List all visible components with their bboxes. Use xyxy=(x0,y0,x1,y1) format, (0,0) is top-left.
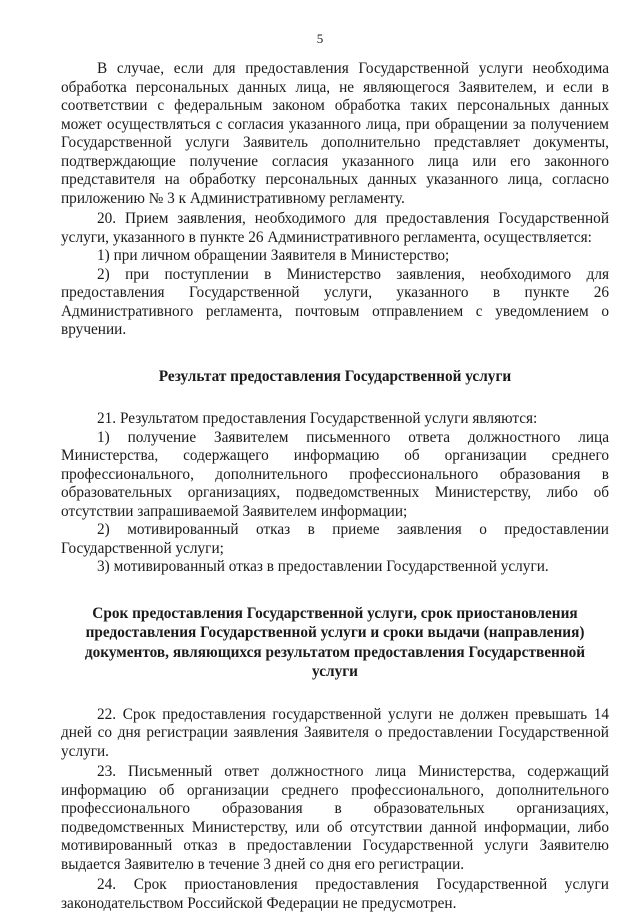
list-item-21-1: 1) получение Заявителем письменного ответа должностного лица Министерства, содержащего информацию об организации среднего профессионального, дополнительного профессионального образования в образовательных организациях, подведомственных Министерству, либо об отсутствии запрашиваемой Заявителем информации; xyxy=(61,428,609,520)
document-body xyxy=(61,60,609,913)
section-heading-result: Результат предоставления Государственной услуги xyxy=(158,367,512,385)
page-number: 5 xyxy=(316,31,324,46)
list-item-21-2: 2) мотивированный отказ в приеме заявления о предоставлении Государственной услуги; xyxy=(61,521,609,557)
paragraph-22: 22. Срок предоставления государственной услуги не должен превышать 14 дней со дня регистрации заявления Заявителя о предоставлении Государственной услуги. xyxy=(61,705,609,760)
list-item-21-3: 3) мотивированный отказ в предоставлении Государственной услуги. xyxy=(97,558,549,575)
paragraph-24: 24. Срок приостановления предоставления Государственной услуги законодательством Российской Федерации не предусмотрен. xyxy=(61,876,609,912)
paragraph-23: 23. Письменный ответ должностного лица Министерства, содержащий информацию об организации среднего профессионального, дополнительного профессионального образования в образовательных организациях, подведомственных Министерству, или об отсутствии данной информации, либо мотивированный отказ в предоставлении Государственной услуги Заявителю выдается Заявителю в течение 3 дней со дня его регистрации. xyxy=(61,763,609,873)
paragraph-personal-data: В случае, если для предоставления Государственной услуги необходима обработка персональных данных лица, не являющегося Заявителем, и если в соответствии с федеральным законом обработка таких персональных данных может осуществляться с согласия указанного лица, при обращении за получением Государственной услуги Заявитель дополнительно представляет документы, подтверждающие получение согласия указанного лица или его законного представителя на обработку персональных данных указанного лица, согласно приложению № 3 к Административному регламенту. xyxy=(61,60,609,207)
section-heading-term: Срок предоставления Государственной услуги, срок приостановления предоставления Государственной услуги и сроки выдачи (направления) документов, являющихся результатом предоставления Государственной услуги xyxy=(84,604,586,680)
list-item-20-1: 1) при личном обращении Заявителя в Министерство; xyxy=(97,247,450,264)
paragraph-20: 20. Прием заявления, необходимого для предоставления Государственной услуги, указанного в пункте 26 Административного регламента, осуществляется: xyxy=(61,210,609,246)
list-item-20-2: 2) при поступлении в Министерство заявления, необходимого для предоставления Государственной услуги, указанного в пункте 26 Административного регламента, почтовым отправлением с уведомлением о вручении. xyxy=(61,265,609,338)
paragraph-21: 21. Результатом предоставления Государственной услуги являются: xyxy=(97,410,538,427)
